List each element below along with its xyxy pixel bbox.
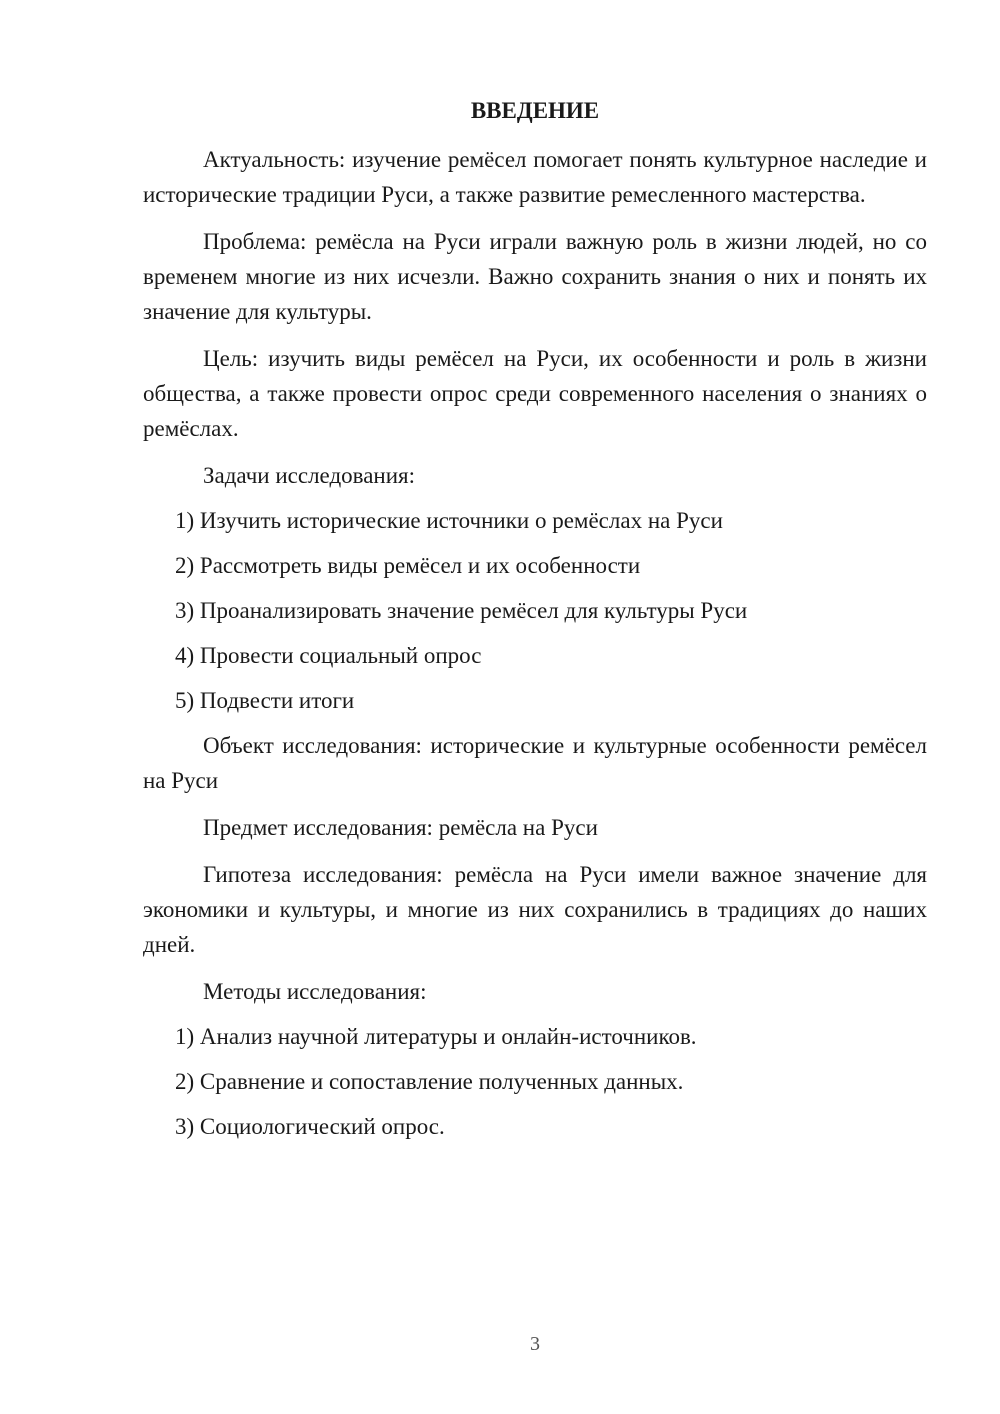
tasks-heading: Задачи исследования: — [203, 463, 416, 488]
method-item: 1) Анализ научной литературы и онлайн-источников. — [175, 1024, 697, 1049]
object-paragraph: Объект исследования: исторические и культурные особенности ремёсел на Руси — [143, 733, 927, 793]
goal-paragraph: Цель: изучить виды ремёсел на Руси, их особенности и роль в жизни общества, а также провести опрос среди современного населения о знаниях о ремёслах. — [143, 346, 927, 441]
methods-list — [143, 1019, 927, 1144]
methods-heading: Методы исследования: — [203, 979, 427, 1004]
subject-paragraph: Предмет исследования: ремёсла на Руси — [203, 815, 598, 840]
task-item: 3) Проанализировать значение ремёсел для культуры Руси — [175, 598, 748, 623]
relevance-paragraph: Актуальность: изучение ремёсел помогает понять культурное наследие и исторические традиции Руси, а также развитие ремесленного мастерства. — [143, 147, 927, 207]
task-item: 5) Подвести итоги — [175, 688, 355, 713]
hypothesis-paragraph: Гипотеза исследования: ремёсла на Руси имели важное значение для экономики и культуры, и многие из них сохранились в традициях до наших дней. — [143, 862, 927, 957]
task-item: 2) Рассмотреть виды ремёсел и их особенности — [175, 553, 641, 578]
page-number: 3 — [530, 1333, 540, 1355]
problem-paragraph: Проблема: ремёсла на Руси играли важную роль в жизни людей, но со временем многие из них исчезли. Важно сохранить знания о них и понять их значение для культуры. — [143, 229, 927, 324]
method-item: 2) Сравнение и сопоставление полученных данных. — [175, 1069, 684, 1094]
task-item: 4) Провести социальный опрос — [175, 643, 482, 668]
tasks-list — [143, 503, 927, 718]
page-title: ВВЕДЕНИЕ — [470, 98, 600, 123]
document-page — [143, 96, 927, 1154]
method-item: 3) Социологический опрос. — [175, 1114, 445, 1139]
task-item: 1) Изучить исторические источники о ремёслах на Руси — [175, 508, 723, 533]
